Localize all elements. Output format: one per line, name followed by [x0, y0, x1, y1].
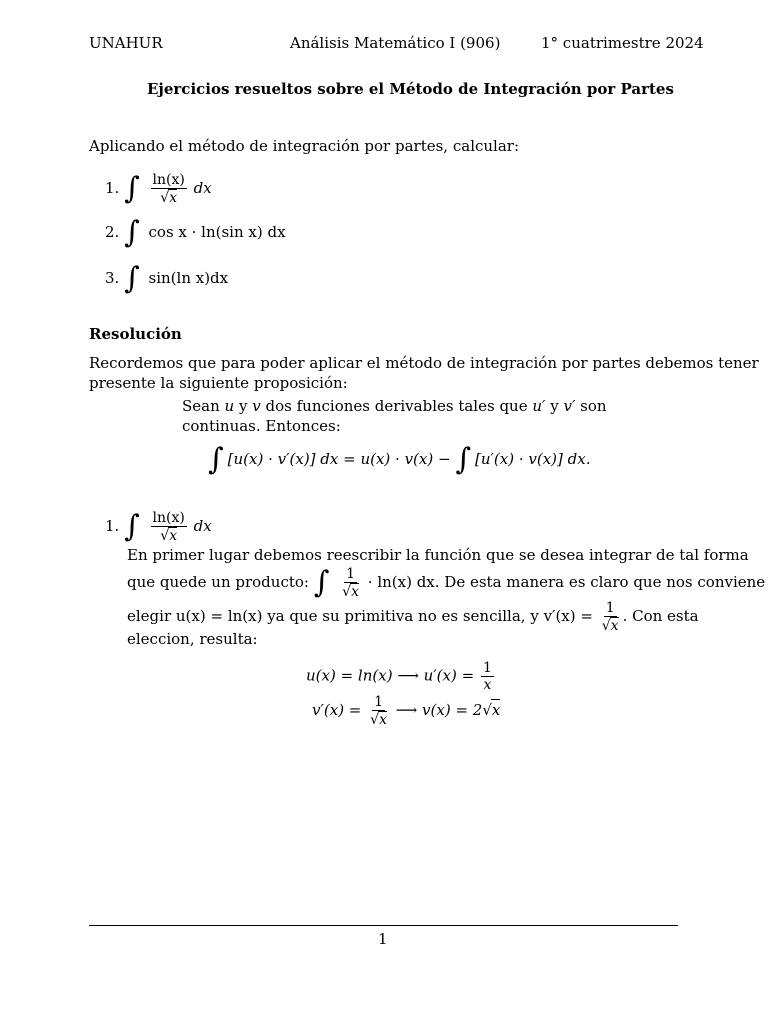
- equation-text: v′(x) =: [312, 701, 362, 719]
- integral-symbol: ∫: [124, 261, 140, 296]
- fraction: [368, 694, 389, 728]
- fraction: [481, 660, 494, 693]
- integral-symbol: ∫: [124, 509, 140, 544]
- fraction-denominator: √x: [160, 190, 178, 206]
- fraction-numerator: ln(x): [152, 510, 185, 526]
- integral-symbol: ∫: [313, 565, 330, 600]
- paragraph-line: Recordemos que para poder aplicar el método de integración por partes debemos tener: [89, 354, 759, 372]
- fraction-denominator: √x: [370, 712, 387, 728]
- fraction: [340, 566, 361, 600]
- section-heading: Resolución: [89, 325, 182, 343]
- exercise-number: 3.: [105, 269, 120, 287]
- fraction-numerator: 1: [374, 694, 384, 710]
- sqrt-radicand: x: [169, 190, 178, 206]
- equation-text: u(x) = ln(x) ⟶ u′(x) =: [306, 666, 475, 685]
- var-v: v: [252, 397, 261, 415]
- var-v-prime: v′: [563, 397, 576, 415]
- sqrt-radicand: x: [491, 701, 501, 719]
- integral-symbol: ∫: [124, 171, 140, 206]
- exercise-number: 1.: [105, 517, 120, 535]
- solution-line: En primer lugar debemos reescribir la función que se desea integrar de tal forma: [127, 546, 749, 564]
- text: elegir u(x) = ln(x) ya que su primitiva no es sencilla, y v′(x) =: [127, 607, 593, 625]
- fraction-numerator: 1: [605, 600, 615, 616]
- header-center: Análisis Matemático I (906): [290, 34, 501, 52]
- proposition-line: [182, 396, 607, 416]
- fraction-numerator: 1: [482, 660, 492, 676]
- exercise-3: [105, 261, 229, 296]
- solution-line: eleccion, resulta:: [127, 630, 258, 648]
- differential: dx: [193, 517, 212, 535]
- text: dos funciones derivables tales que: [265, 397, 528, 415]
- text: y: [239, 397, 248, 415]
- fraction: [151, 172, 187, 206]
- sqrt-radicand: x: [610, 618, 619, 634]
- exercise-1: [105, 172, 212, 206]
- integral-symbol: ∫: [208, 442, 224, 477]
- differential: dx: [193, 179, 212, 197]
- text: son: [580, 397, 607, 415]
- exercise-expression: cos x · ln(sin x) dx: [148, 223, 286, 241]
- sqrt-radicand: x: [169, 528, 178, 544]
- page-number: 1: [378, 930, 388, 948]
- fraction-denominator: √x: [160, 528, 178, 544]
- fraction-denominator: √x: [601, 618, 619, 634]
- fraction: [151, 510, 187, 544]
- header-right: 1° cuatrimestre 2024: [541, 34, 704, 52]
- solution-1-header: [105, 510, 212, 544]
- text: Sean: [182, 397, 220, 415]
- var-u-prime: u′: [532, 397, 546, 415]
- equation-v: v′(x) = $\frac{1}{√x}$ ⟶ v(x) = 2√x: [312, 694, 501, 728]
- exercise-number: 2.: [105, 223, 120, 241]
- parts-formula: [208, 442, 591, 477]
- equation-text: ⟶ v(x) = 2: [395, 701, 483, 719]
- exercise-number: 1.: [105, 179, 120, 197]
- integral-symbol: ∫: [455, 442, 471, 477]
- page-title: Ejercicios resueltos sobre el Método de Integración por Partes: [147, 80, 674, 98]
- intro-text: Aplicando el método de integración por partes, calcular:: [89, 137, 520, 155]
- fraction: [600, 600, 621, 634]
- footer-rule: [89, 925, 678, 926]
- sqrt-radicand: x: [379, 712, 387, 728]
- text: y: [550, 397, 559, 415]
- exercise-expression: sin(ln x)dx: [148, 269, 229, 287]
- formula-left: [u(x) · v′(x)] dx = u(x) · v(x) −: [227, 450, 451, 468]
- exercise-2: [105, 215, 286, 250]
- fraction-numerator: ln(x): [152, 172, 185, 188]
- solution-line: [127, 566, 765, 600]
- paragraph-line: presente la siguiente proposición:: [89, 374, 348, 392]
- integral-symbol: ∫: [124, 215, 140, 250]
- var-u: u: [224, 397, 235, 415]
- text: que quede un producto:: [127, 573, 309, 591]
- header-left: UNAHUR: [89, 34, 163, 52]
- formula-right: [u′(x) · v(x)] dx.: [474, 450, 591, 468]
- fraction-denominator: x: [483, 677, 492, 693]
- equation-u: [306, 660, 496, 693]
- fraction-denominator: √x: [342, 584, 359, 600]
- text: . Con esta: [622, 607, 699, 625]
- sqrt-radicand: x: [351, 584, 359, 600]
- fraction-numerator: 1: [346, 566, 356, 582]
- proposition-line: continuas. Entonces:: [182, 417, 341, 435]
- text: · ln(x) dx. De esta manera es claro que nos conviene: [367, 573, 766, 591]
